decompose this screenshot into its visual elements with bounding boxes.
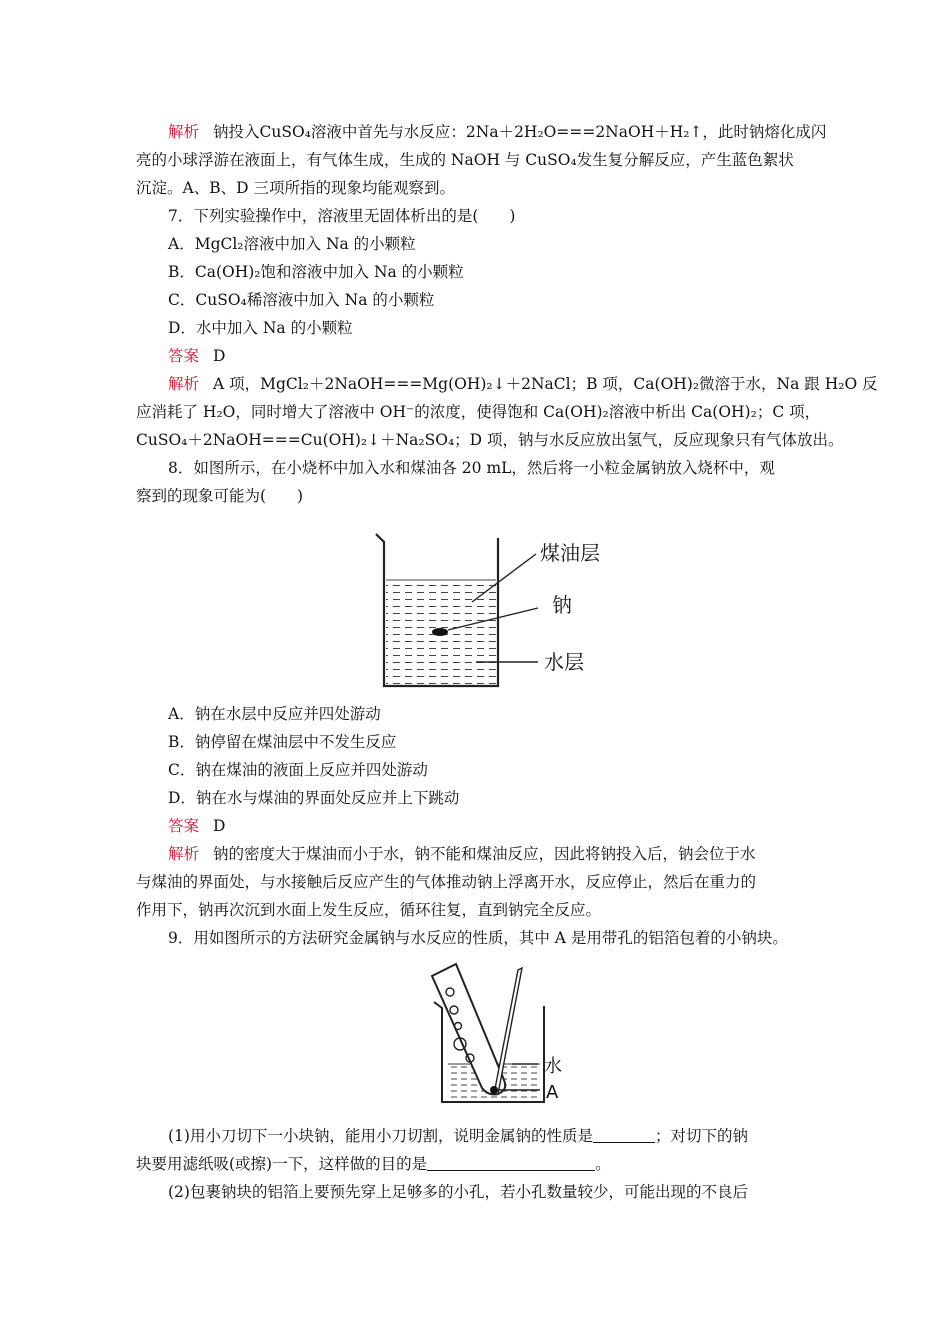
q7-answer <box>168 342 225 370</box>
q9-stem: 9．用如图所示的方法研究金属钠与水反应的性质，其中 A 是用带孔的铝箔包着的小钠块。 <box>168 929 788 947</box>
q8-answer <box>168 812 225 840</box>
q8-option-d: D．钠在水与煤油的界面处反应并上下跳动 <box>168 789 460 807</box>
q7-option-a: A．MgCl₂溶液中加入 Na 的小颗粒 <box>168 235 416 253</box>
answer-label: 答案 <box>168 817 200 835</box>
q6-analysis-text-1: 钠投入CuSO₄溶液中首先与水反应：2Na＋2H₂O===2NaOH＋H₂↑，此时钠熔化成闪 <box>213 123 827 141</box>
q7-option-b: B．Ca(OH)₂饱和溶液中加入 Na 的小颗粒 <box>168 263 464 281</box>
sodium-piece <box>432 628 448 636</box>
q7-analysis-line-1 <box>168 370 878 398</box>
q8-analysis-line-3: 作用下，钠再次沉到水面上发生反应，循环往复，直到钠完全反应。 <box>136 901 602 919</box>
q6-analysis-line-1 <box>168 118 826 146</box>
q8-answer-value: D <box>213 817 226 835</box>
test-tube-figure <box>420 962 580 1110</box>
jiexi-label: 解析 <box>168 375 200 393</box>
q7-analysis-text-1: A 项，MgCl₂＋2NaOH===Mg(OH)₂↓＋2NaCl；B 项，Ca(OH)₂微溶于水，Na 跟 H₂O 反 <box>213 375 878 393</box>
label-water: 水 <box>544 1056 562 1077</box>
q8-analysis-line-2: 与煤油的界面处，与水接触后反应产生的气体推动钠上浮离开水，反应停止，然后在重力的 <box>136 873 757 891</box>
label-sodium: 钠 <box>552 593 572 617</box>
q7-option-c: C．CuSO₄稀溶液中加入 Na 的小颗粒 <box>168 291 435 309</box>
sodium-block-a <box>490 1086 498 1094</box>
q8-option-b: B．钠停留在煤油层中不发生反应 <box>168 733 397 751</box>
q8-analysis-text-1: 钠的密度大于煤油而小于水，钠不能和煤油反应，因此将钠投入后，钠会位于水 <box>213 845 756 863</box>
q7-option-d: D．水中加入 Na 的小颗粒 <box>168 319 353 337</box>
kerosene-pointer <box>472 554 536 602</box>
q7-answer-value: D <box>213 347 226 365</box>
answer-blank-2[interactable] <box>427 1156 595 1171</box>
q8-stem-1: 8．如图所示，在小烧杯中加入水和煤油各 20 mL，然后将一小粒金属钠放入烧杯中，观 <box>168 459 775 477</box>
jiexi-label: 解析 <box>168 123 200 141</box>
q6-analysis-line-3: 沉淀。A、B、D 三项所指的现象均能观察到。 <box>136 179 455 197</box>
q9-part1-line-1 <box>168 1122 748 1150</box>
q7-stem: 7．下列实验操作中，溶液里无固体析出的是( ) <box>168 207 516 225</box>
beaker-figure <box>368 512 630 702</box>
q8-option-c: C．钠在煤油的液面上反应并四处游动 <box>168 761 428 779</box>
q8-option-a: A．钠在水层中反应并四处游动 <box>168 705 381 723</box>
q6-analysis-line-2: 亮的小球浮游在液面上，有气体生成，生成的 NaOH 与 CuSO₄发生复分解反应，产生蓝色絮状 <box>136 151 794 169</box>
label-water-layer: 水层 <box>544 650 584 674</box>
label-a: A <box>546 1082 559 1103</box>
q8-analysis-line-1 <box>168 840 756 868</box>
answer-blank-1[interactable] <box>593 1128 655 1143</box>
answer-label: 答案 <box>168 347 200 365</box>
q7-analysis-line-3: CuSO₄＋2NaOH===Cu(OH)₂↓＋Na₂SO₄；D 项，钠与水反应放出氢气，反应现象只有气体放出。 <box>136 431 844 449</box>
jiexi-label: 解析 <box>168 845 200 863</box>
q9-part1-text-a: (1)用小刀切下一小块钠，能用小刀切割，说明金属钠的性质是 <box>168 1127 593 1145</box>
q7-analysis-line-2: 应消耗了 H₂O，同时增大了溶液中 OH⁻的浓度，使得饱和 Ca(OH)₂溶液中析出 Ca(OH)₂；C 项， <box>136 403 821 421</box>
q9-part1-line-2 <box>136 1150 611 1178</box>
label-kerosene: 煤油层 <box>540 541 600 565</box>
q9-part1-text-c: 块要用滤纸吸(或擦)一下，这样做的目的是 <box>136 1155 428 1173</box>
q8-stem-2: 察到的现象可能为( ) <box>136 487 304 505</box>
q9-part2-line-1: (2)包裹钠块的铝箔上要预先穿上足够多的小孔，若小孔数量较少，可能出现的不良后 <box>168 1183 748 1201</box>
q9-part1-text-d: 。 <box>595 1155 611 1173</box>
q9-part1-text-b: ；对切下的钠 <box>654 1127 748 1145</box>
